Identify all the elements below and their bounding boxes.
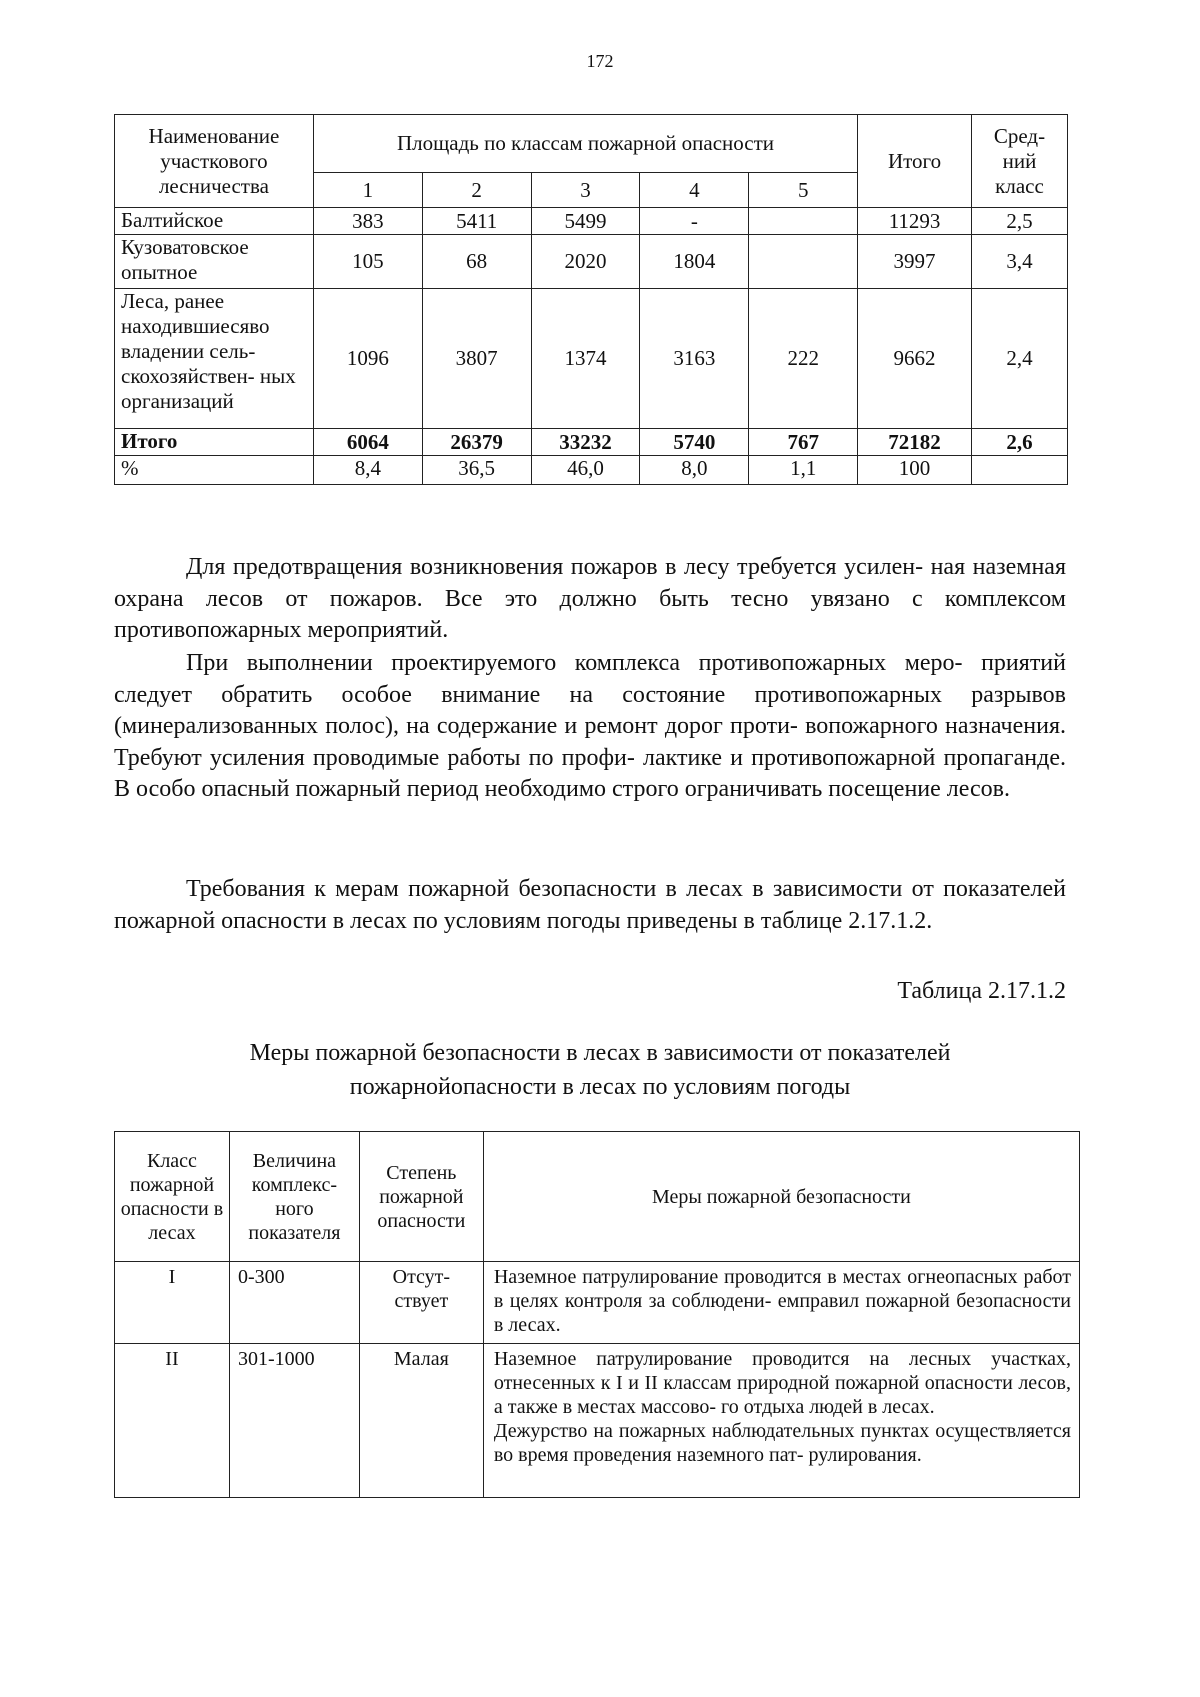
cell-index: 301-1000	[229, 1344, 359, 1498]
fire-safety-measures-table	[114, 1131, 1080, 1498]
header-class-4: 4	[640, 173, 749, 208]
cell: 46,0	[531, 456, 640, 485]
cell: 5499	[531, 208, 640, 235]
cell: 3163	[640, 289, 749, 429]
paragraph-3	[114, 874, 1066, 937]
cell-degree: Малая	[359, 1344, 483, 1498]
cell-total: 9662	[858, 289, 972, 429]
paragraph-1-text: Для предотвращения возникновения пожаров в лесу требуется усилен- ная наземная охрана лесов от пожаров. Все это должно быть тесно увязано с комплексом противопожарных мероприятий.	[114, 554, 1066, 643]
cell-measures: Наземное патрулирование проводится в местах огнеопасных работ в целях контроля за соблюдени- емправил пожарной безопасности в лесах.	[483, 1262, 1079, 1344]
table-row	[115, 1262, 1080, 1344]
table-row	[115, 208, 1068, 235]
row-name: Итого	[115, 429, 314, 456]
table-header-row	[115, 1132, 1080, 1262]
cell-avg: 2,6	[971, 429, 1067, 456]
cell-measures	[483, 1344, 1079, 1498]
table-row	[115, 289, 1068, 429]
header-area: Площадь по классам пожарной опасности	[313, 115, 857, 173]
cell-index: 0-300	[229, 1262, 359, 1344]
row-name: %	[115, 456, 314, 485]
cell: 105	[313, 235, 422, 289]
cell: 383	[313, 208, 422, 235]
table-title: Меры пожарной безопасности в лесах в зависимости от показателей пожарнойопасности в лесах по условиям погоды	[249, 1040, 951, 1100]
cell: 8,0	[640, 456, 749, 485]
header-class-3: 3	[531, 173, 640, 208]
forest-area-table	[114, 114, 1068, 485]
cell	[749, 208, 858, 235]
cell-class: I	[115, 1262, 230, 1344]
row-name: Кузоватовское опытное	[115, 235, 314, 289]
header-degree: Степень пожарной опасности	[359, 1132, 483, 1262]
cell: 1374	[531, 289, 640, 429]
cell-avg: 2,5	[971, 208, 1067, 235]
cell: 5411	[422, 208, 531, 235]
header-class-5: 5	[749, 173, 858, 208]
cell: 1,1	[749, 456, 858, 485]
cell-total: 3997	[858, 235, 972, 289]
table-row-percent	[115, 456, 1068, 485]
header-name: Наименование участкового лесничества	[115, 115, 314, 208]
header-class-2: 2	[422, 173, 531, 208]
cell: 5740	[640, 429, 749, 456]
cell: 3807	[422, 289, 531, 429]
table-label: Таблица 2.17.1.2	[897, 978, 1066, 1004]
row-name: Балтийское	[115, 208, 314, 235]
table-row	[115, 235, 1068, 289]
cell: 222	[749, 289, 858, 429]
cell	[749, 235, 858, 289]
cell-total: 11293	[858, 208, 972, 235]
row-name: Леса, ранее находившиесяво владении сель- скохозяйствен- ных организаций	[115, 289, 314, 429]
page-number: 172	[586, 51, 614, 71]
header-class: Класс пожарной опасности в лесах	[115, 1132, 230, 1262]
cell-avg	[971, 456, 1067, 485]
cell: 33232	[531, 429, 640, 456]
cell: 1804	[640, 235, 749, 289]
paragraph-2-text: При выполнении проектируемого комплекса противопожарных меро- приятий следует обратить особое внимание на состояние противопожарных разрывов (минерализованных полос), на содержание и ремонт дорог проти- вопожарного назначения. Требуют усиления проводимые работы по профи- лактике и противопожарной пропаганде. В особо опасный пожарный период необходимо строго ограничивать посещение лесов.	[114, 650, 1066, 802]
cell: 36,5	[422, 456, 531, 485]
cell-avg: 3,4	[971, 235, 1067, 289]
paragraph-2	[114, 648, 1066, 806]
cell: 6064	[313, 429, 422, 456]
measures-text-2: Дежурство на пожарных наблюдательных пунктах осуществляется во время проведения наземного пат- рулирования.	[493, 1420, 1071, 1466]
paragraph-3-text: Требования к мерам пожарной безопасности в лесах в зависимости от показателей пожарной опасности в лесах по условиям погоды приведены в таблице 2.17.1.2.	[114, 876, 1066, 934]
cell-degree: Отсут- ствует	[359, 1262, 483, 1344]
cell-class: II	[115, 1344, 230, 1498]
table-header-row	[115, 115, 1068, 173]
header-index: Величина комплекс- ного показателя	[229, 1132, 359, 1262]
table-row-total	[115, 429, 1068, 456]
cell: 8,4	[313, 456, 422, 485]
table-row	[115, 1344, 1080, 1498]
measures-text-1: Наземное патрулирование проводится на лесных участках, отнесенных к I и II классам природной пожарной опасности лесов, а также в местах массово- го отдыха людей в лесах.	[493, 1348, 1071, 1418]
cell-avg: 2,4	[971, 289, 1067, 429]
header-measures: Меры пожарной безопасности	[483, 1132, 1079, 1262]
header-class-1: 1	[313, 173, 422, 208]
cell: 767	[749, 429, 858, 456]
cell: 2020	[531, 235, 640, 289]
cell: 26379	[422, 429, 531, 456]
header-avg: Сред- ний класс	[971, 115, 1067, 208]
cell-total: 72182	[858, 429, 972, 456]
header-total: Итого	[858, 115, 972, 208]
cell-total: 100	[858, 456, 972, 485]
cell: -	[640, 208, 749, 235]
cell: 68	[422, 235, 531, 289]
cell: 1096	[313, 289, 422, 429]
paragraph-1	[114, 552, 1066, 647]
